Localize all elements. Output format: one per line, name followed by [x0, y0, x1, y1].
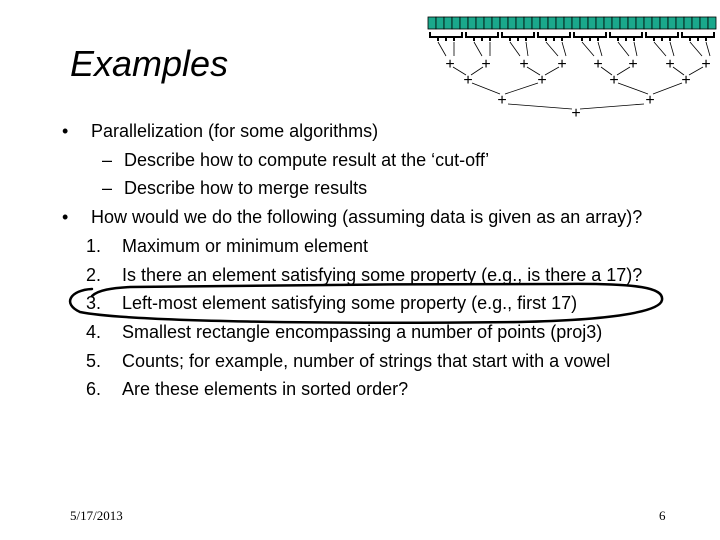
- array-cell: [500, 17, 508, 29]
- plus-node: +: [701, 56, 711, 73]
- tree-edge: [598, 42, 602, 56]
- array-cell: [428, 17, 436, 29]
- plus-node: +: [571, 105, 581, 122]
- tree-edge: [670, 42, 674, 56]
- tree-edge: [634, 42, 637, 56]
- footer-date: 5/17/2013: [70, 508, 123, 523]
- group-bracket: [646, 32, 678, 37]
- tree-edge: [690, 42, 702, 56]
- array-cell: [612, 17, 620, 29]
- array-cell: [692, 17, 700, 29]
- group-bracket: [538, 32, 570, 37]
- array-cell: [604, 17, 612, 29]
- array-cell: [660, 17, 668, 29]
- plus-node: +: [445, 56, 455, 73]
- array-cell: [684, 17, 692, 29]
- group-bracket: [682, 32, 714, 37]
- array-cell: [468, 17, 476, 29]
- array-cell: [580, 17, 588, 29]
- array-cell: [444, 17, 452, 29]
- array-cell: [524, 17, 532, 29]
- tree-edge: [562, 42, 566, 56]
- tree-edge: [526, 42, 528, 56]
- array-cell: [460, 17, 468, 29]
- array-cell: [492, 17, 500, 29]
- array-cell: [588, 17, 596, 29]
- tree-edge: [582, 42, 594, 56]
- plus-node: +: [497, 92, 507, 109]
- array-cell: [452, 17, 460, 29]
- list-item: 3. Left-most element satisfying some property (e.g., first 17): [86, 293, 578, 313]
- array-cell: [708, 17, 716, 29]
- array-cell: [676, 17, 684, 29]
- tree-edge: [546, 42, 558, 56]
- plus-node: +: [628, 56, 638, 73]
- array-cell: [532, 17, 540, 29]
- array-cell: [644, 17, 652, 29]
- group-bracket: [502, 32, 534, 37]
- page-number: 6: [659, 508, 666, 523]
- group-bracket: [466, 32, 498, 37]
- array-cell: [668, 17, 676, 29]
- plus-node: +: [681, 72, 691, 89]
- array-cell: [636, 17, 644, 29]
- list-item: 2. Is there an element satisfying some property (e.g., is there a 17)?: [86, 265, 643, 285]
- tree-edge: [618, 83, 648, 94]
- tree-edge: [474, 42, 482, 56]
- plus-node: +: [665, 56, 675, 73]
- plus-node: +: [609, 72, 619, 89]
- array-cell: [564, 17, 572, 29]
- group-bracket: [574, 32, 606, 37]
- array-cell: [476, 17, 484, 29]
- plus-node: +: [519, 56, 529, 73]
- plus-node: +: [463, 72, 473, 89]
- array-cell: [436, 17, 444, 29]
- array-cell: [572, 17, 580, 29]
- tree-edge: [653, 83, 682, 94]
- tree-edge: [580, 104, 644, 109]
- tree-edge: [510, 42, 520, 56]
- list-item: 1. Maximum or minimum element: [86, 236, 369, 256]
- tree-edge: [438, 42, 446, 56]
- array-cell: [540, 17, 548, 29]
- array-cell: [548, 17, 556, 29]
- group-bracket: [430, 32, 462, 37]
- merge-tree: [438, 42, 711, 122]
- tree-edge: [472, 83, 500, 94]
- plus-node: +: [557, 56, 567, 73]
- array-cell: [508, 17, 516, 29]
- plus-node: +: [645, 92, 655, 109]
- data-array: [428, 17, 716, 41]
- array-cell: [484, 17, 492, 29]
- list-item: 6. Are these elements in sorted order?: [86, 379, 409, 399]
- array-cell: [628, 17, 636, 29]
- tree-edge: [618, 42, 629, 56]
- slide-title: Examples: [70, 43, 229, 84]
- array-cell: [652, 17, 660, 29]
- list-item: 5. Counts; for example, number of strings that start with a vowel: [86, 351, 611, 371]
- array-cell: [596, 17, 604, 29]
- tree-edge: [508, 104, 572, 109]
- group-bracket: [610, 32, 642, 37]
- array-cell: [556, 17, 564, 29]
- tree-edge: [706, 42, 710, 56]
- array-cell: [700, 17, 708, 29]
- plus-node: +: [481, 56, 491, 73]
- tree-edge: [505, 83, 538, 94]
- plus-node: +: [593, 56, 603, 73]
- list-item: 4. Smallest rectangle encompassing a number of points (proj3): [86, 322, 603, 342]
- tree-edge: [654, 42, 666, 56]
- plus-node: +: [537, 72, 547, 89]
- array-cell: [620, 17, 628, 29]
- array-cell: [516, 17, 524, 29]
